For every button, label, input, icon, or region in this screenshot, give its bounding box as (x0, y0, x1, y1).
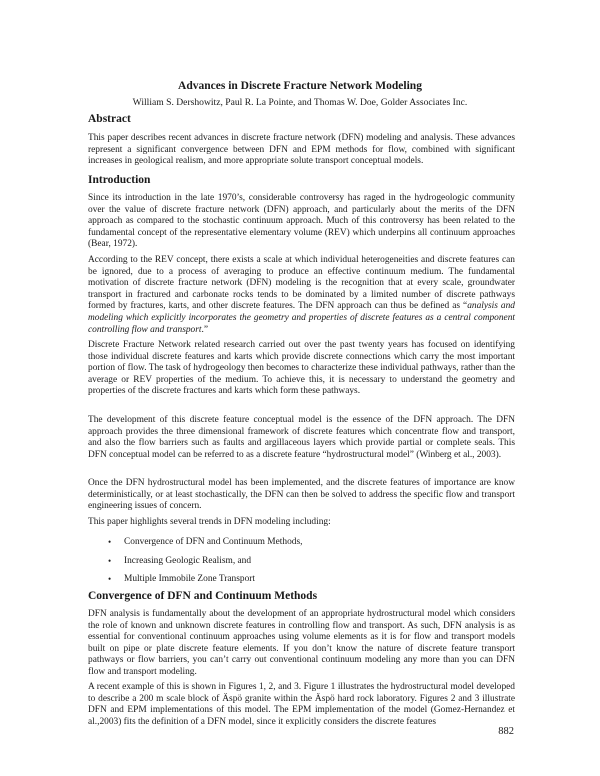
intro-paragraph-2-end: .” (201, 324, 208, 335)
introduction-heading: Introduction (88, 174, 151, 186)
intro-paragraph-5: Once the DFN hydrostructural model has been implemented, and the discrete features of importance are know deterministically, or at least stochastically, the DFN can then be solved to address the specific flow and transport engineering issues of concern. (88, 478, 515, 512)
intro-paragraph-2-italic: analysis and modeling which explicitly incorporates the geometry and properties of discrete features as a central component controlling flow and transport (88, 301, 515, 335)
convergence-paragraph-2: A recent example of this is shown in Figures 1, 2, and 3. Figure 1 illustrates the hydrostructural model developed to describe a 200 m scale block of Äspö granite within the Äspö hard rock laboratory. Figures 2 and 3 illustrate DFN and EPM implementations of this model. The EPM implementation of the model (Gomez-Hernandez et al.,2003) fits the definition of a DFN model, since it explicitly considers the discrete features (88, 682, 515, 727)
page-number: 882 (498, 726, 514, 737)
abstract-heading: Abstract (88, 113, 131, 125)
intro-paragraph-3: Discrete Fracture Network related research carried out over the past twenty years has focused on identifying those individual discrete features and karts which provide discrete connections which carry the most important portion of flow. The task of hydrogeology then becomes to characterize these individual pathways, rather than the average or REV properties of the medium. To achieve this, it is necessary to understand the geometry and properties of the discrete fractures and karts which form these pathways. (88, 340, 515, 397)
list-item: • Increasing Geologic Realism, and (108, 555, 252, 566)
intro-paragraph-2-text: According to the REV concept, there exists a scale at which individual heterogeneities and discrete features can be ignored, due to a process of averaging to produce an effective continuum medium. The fundamental motivation of discrete fracture network (DFN) modeling is the recognition that at every scale, groundwater transport in fractured and carbonate rocks tends to be dominated by a limited number of discrete pathways formed by fractures, karts, and other discrete features. The DFN approach can thus be defined as “ (88, 255, 515, 312)
intro-paragraph-2 (88, 255, 515, 336)
trends-list (88, 537, 515, 593)
convergence-paragraph-1: DFN analysis is fundamentally about the development of an appropriate hydrostructural model which considers the role of known and unknown discrete features in controlling flow and transport. As such, DFN analysis is as essential for conventional continuum approaches using volume elements as it is for flow and transport models built on pipe or plate discrete feature elements. If you don’t know the nature of discrete feature transport pathways or flow barriers, you can’t carry out conventional continuum modeling any more than you can DFN flow and transport modeling. (88, 609, 515, 677)
paper-title: Advances in Discrete Fracture Network Modeling (178, 80, 422, 92)
intro-paragraph-6: This paper highlights several trends in DFN modeling including: (88, 517, 331, 527)
bullet-icon: • (108, 574, 112, 584)
convergence-heading: Convergence of DFN and Continuum Methods (88, 590, 318, 602)
intro-paragraph-4: The development of this discrete feature conceptual model is the essence of the DFN approach. The DFN approach provides the three dimensional framework of discrete features which concentrate flow and transport, and also the flow barriers such as faults and argillaceous layers which provide partial or complete seals. This DFN conceptual model can be referred to as a discrete feature “hydrostructural model” (Winberg et al., 2003). (88, 415, 515, 460)
list-item: • Convergence of DFN and Continuum Methods, (108, 537, 303, 547)
paper-authors: William S. Dershowitz, Paul R. La Pointe, and Thomas W. Doe, Golder Associates Inc. (132, 97, 468, 108)
abstract-text: This paper describes recent advances in discrete fracture network (DFN) modeling and analysis. These advances represent a significant convergence between DFN and EPM methods for flow, combined with significant increases in geological realism, and more appropriate solute transport conceptual models. (88, 133, 515, 167)
list-item: • Multiple Immobile Zone Transport (108, 574, 255, 584)
bullet-icon: • (108, 555, 112, 566)
intro-paragraph-1: Since its introduction in the late 1970’s, considerable controversy has raged in the hydrogeologic community over the value of discrete fracture network (DFN) approach, and particularly about the merits of the DFN approach as compared to the stochastic continuum approach. Much of this controversy has been related to the fundamental concept of the representative elementary volume (REV) which underpins all continuum approaches (Bear, 1972). (88, 193, 515, 250)
bullet-icon: • (108, 537, 112, 547)
